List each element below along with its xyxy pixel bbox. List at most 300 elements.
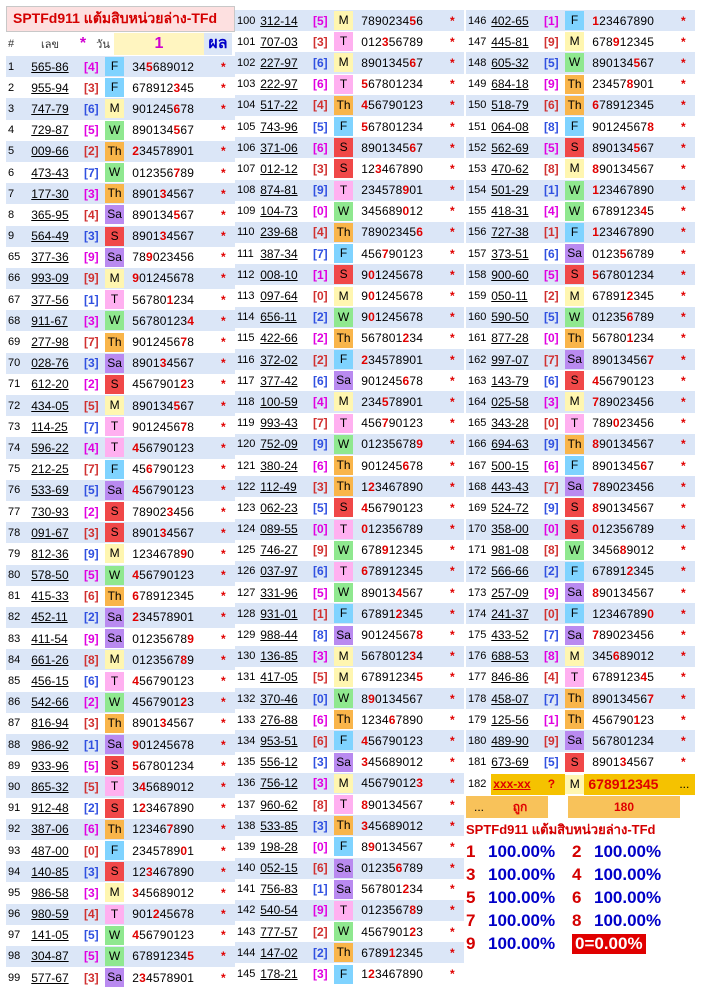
table-row (235, 582, 464, 603)
row-number[interactable]: 746-27 (260, 543, 298, 558)
row-number[interactable]: 411-54 (31, 631, 68, 646)
row-number[interactable]: 960-62 (260, 797, 298, 812)
row-number[interactable]: 673-69 (491, 755, 529, 770)
row-number[interactable]: 387-34 (260, 246, 298, 261)
row-day: S (565, 371, 584, 390)
row-number[interactable]: 212-25 (31, 462, 69, 477)
row-number[interactable]: 198-28 (260, 839, 298, 854)
row-result-star: * (681, 437, 686, 452)
hit-digit: 4 (132, 440, 140, 455)
row-number[interactable]: 912-48 (31, 801, 69, 816)
hit-digit: 7 (166, 822, 174, 837)
hit-digit: 8 (361, 797, 369, 812)
row-prediction: 567801234 (132, 292, 195, 307)
row-digit: [6] (83, 589, 99, 604)
row-day: M (565, 392, 584, 411)
row-number[interactable]: 062-23 (260, 500, 298, 515)
row-result-star: * (221, 313, 226, 328)
row-day: Sa (105, 354, 124, 373)
rows-col3 (466, 10, 695, 773)
row-number[interactable]: 373-51 (491, 246, 529, 261)
next-digit: ? (538, 774, 565, 795)
table-row (466, 285, 695, 306)
row-prediction: 901245678 (361, 267, 424, 282)
row-number[interactable]: 518-79 (491, 98, 529, 113)
row-number[interactable]: 756-83 (260, 882, 298, 897)
row-number[interactable]: 473-43 (31, 165, 69, 180)
row-prediction: 345689012 (361, 755, 424, 770)
row-day: W (105, 311, 124, 330)
row-number[interactable]: 988-44 (260, 628, 298, 643)
row-index: 101 (237, 35, 256, 48)
row-result-star: * (681, 55, 686, 70)
row-result-star: * (450, 310, 455, 325)
row-number[interactable]: 812-36 (31, 546, 69, 561)
row-number[interactable]: 612-20 (31, 377, 69, 392)
row-day: Th (105, 333, 124, 352)
hit-digit: 6 (409, 55, 417, 70)
row-number[interactable]: 993-09 (31, 271, 69, 286)
table-header (6, 32, 235, 56)
row-digit: [5] (83, 758, 99, 773)
row-digit: [5] (312, 585, 328, 600)
row-number[interactable]: 540-54 (260, 903, 298, 918)
row-number[interactable]: 331-96 (260, 585, 298, 600)
row-number[interactable]: 533-85 (260, 818, 298, 833)
row-digit: [0] (543, 416, 559, 431)
row-day: F (334, 965, 353, 984)
table-row (6, 289, 235, 310)
row-result-star: * (221, 631, 226, 646)
table-row (235, 455, 464, 476)
row-result-star: * (221, 949, 226, 964)
row-number[interactable]: 422-66 (260, 331, 298, 346)
row-number[interactable]: 458-07 (491, 691, 529, 706)
row-prediction: 456790123 (132, 928, 195, 943)
row-number[interactable]: 986-92 (31, 737, 69, 752)
hit-digit: 7 (180, 335, 188, 350)
row-index: 170 (468, 523, 487, 536)
row-prediction: 678912345 (361, 606, 424, 621)
row-index: 118 (237, 395, 255, 408)
hit-digit: 9 (368, 691, 376, 706)
row-prediction: 012356789 (132, 165, 195, 180)
row-index: 107 (237, 162, 256, 175)
row-result-star: * (221, 207, 226, 222)
row-number[interactable]: 578-50 (31, 568, 69, 583)
hit-digit: 3 (361, 755, 369, 770)
table-row (235, 752, 464, 773)
row-index: 115 (237, 332, 255, 345)
row-digit: [7] (543, 352, 559, 367)
table-row (235, 519, 464, 540)
row-number[interactable]: 596-22 (31, 440, 69, 455)
row-number[interactable]: 661-26 (31, 652, 69, 667)
row-number[interactable]: 533-69 (31, 483, 69, 498)
row-number[interactable]: 452-11 (31, 610, 68, 625)
row-number[interactable]: 434-05 (31, 398, 69, 413)
row-digit: [9] (83, 271, 99, 286)
row-prediction: 456790123 (361, 98, 424, 113)
hit-digit: 4 (132, 568, 140, 583)
table-row (235, 688, 464, 709)
row-number[interactable]: 312-14 (260, 13, 298, 28)
hit-digit: 8 (647, 119, 655, 134)
row-number[interactable]: 178-21 (260, 967, 298, 982)
row-number[interactable]: 380-24 (260, 458, 298, 473)
row-number[interactable]: 688-53 (491, 649, 529, 664)
row-number[interactable]: 562-69 (491, 140, 529, 155)
row-prediction: 678912345 (361, 945, 424, 960)
row-digit: [4] (83, 907, 99, 922)
row-number[interactable]: 590-50 (491, 310, 529, 325)
row-index: 9 (8, 230, 15, 243)
row-prediction: 456790123 (132, 674, 195, 689)
row-digit: [8] (312, 797, 328, 812)
row-digit: [5] (543, 310, 559, 325)
row-result-star: * (450, 98, 455, 113)
row-day: T (334, 75, 353, 94)
row-digit: [5] (312, 670, 328, 685)
row-prediction: 012356789 (361, 437, 424, 452)
row-number[interactable]: 377-36 (31, 250, 69, 265)
row-number[interactable]: 009-66 (31, 144, 69, 159)
percent-key: 4 (572, 865, 582, 885)
row-number[interactable]: 656-11 (260, 310, 297, 325)
row-number[interactable]: 730-93 (31, 504, 69, 519)
row-prediction: 789023456 (592, 479, 655, 494)
row-number[interactable]: 091-67 (31, 525, 69, 540)
row-digit: [0] (312, 204, 328, 219)
row-number[interactable]: 377-56 (31, 292, 69, 307)
row-day: T (334, 562, 353, 581)
row-number[interactable]: 097-64 (260, 289, 298, 304)
header-star: * (79, 35, 87, 52)
row-index: 1 (8, 60, 15, 73)
row-day: T (105, 290, 124, 309)
row-number[interactable]: 239-68 (260, 225, 298, 240)
row-prediction: 012356789 (592, 522, 655, 537)
row-number[interactable]: 089-55 (260, 522, 298, 537)
table-row (235, 497, 464, 518)
row-index: 159 (468, 290, 487, 303)
row-digit: [2] (83, 695, 99, 710)
row-digit: [3] (312, 34, 328, 49)
row-result-star: * (681, 161, 686, 176)
row-day: Th (334, 710, 353, 729)
row-number[interactable]: 028-76 (31, 356, 69, 371)
row-digit: [3] (312, 967, 328, 982)
row-number[interactable]: 415-33 (31, 589, 69, 604)
row-index: 3 (8, 102, 15, 115)
row-index: 157 (468, 247, 487, 260)
row-number[interactable]: 816-94 (31, 716, 69, 731)
hit-digit: 9 (381, 543, 389, 558)
row-number[interactable]: 227-97 (260, 55, 298, 70)
row-number[interactable]: 707-03 (260, 34, 298, 49)
row-number[interactable]: 577-67 (31, 970, 69, 985)
row-day: S (105, 756, 124, 775)
row-day: Sa (105, 481, 124, 500)
row-prediction: 456790123 (132, 377, 195, 392)
row-digit: [2] (83, 504, 99, 519)
row-number[interactable]: 012-12 (260, 161, 298, 176)
row-number[interactable]: 125-56 (491, 712, 529, 727)
row-number[interactable]: 052-15 (260, 861, 298, 876)
hit-digit: 4 (132, 674, 140, 689)
row-number[interactable]: 931-01 (260, 606, 298, 621)
hit-digit: 7 (180, 419, 188, 434)
row-number[interactable]: 277-98 (31, 335, 69, 350)
table-row (235, 624, 464, 645)
row-result-star: * (221, 229, 226, 244)
row-number[interactable]: 501-29 (491, 183, 529, 198)
row-number[interactable]: 874-81 (260, 183, 298, 198)
row-result-star: * (450, 691, 455, 706)
row-digit: [6] (543, 246, 559, 261)
row-number[interactable]: 986-58 (31, 885, 69, 900)
row-result-star: * (681, 246, 686, 261)
row-result-star: * (450, 140, 455, 155)
row-number[interactable]: 387-06 (31, 822, 69, 837)
row-digit: [4] (312, 98, 328, 113)
row-result-star: * (221, 271, 226, 286)
table-row (6, 565, 235, 586)
row-number[interactable]: 500-15 (491, 458, 529, 473)
row-day: F (334, 837, 353, 856)
row-day: M (565, 32, 584, 51)
row-digit: [2] (83, 377, 99, 392)
row-number[interactable]: 564-49 (31, 229, 69, 244)
row-number[interactable]: 358-00 (491, 522, 529, 537)
row-prediction: 012356789 (361, 34, 424, 49)
row-number[interactable]: 694-63 (491, 437, 529, 452)
hit-digit: 3 (159, 716, 167, 731)
row-number[interactable]: 877-28 (491, 331, 529, 346)
row-number[interactable]: 524-72 (491, 500, 529, 515)
row-result-star: * (450, 903, 455, 918)
row-number[interactable]: 605-32 (491, 55, 529, 70)
hit-digit: 0 (592, 522, 600, 537)
table-row (6, 946, 235, 967)
row-number[interactable]: 372-02 (260, 352, 298, 367)
row-result-star: * (681, 310, 686, 325)
row-number[interactable]: 257-09 (491, 585, 529, 600)
row-number[interactable]: 489-90 (491, 733, 529, 748)
table-row (235, 243, 464, 264)
zero-badge: 0=0.00% (572, 934, 646, 954)
table-row (235, 561, 464, 582)
row-result-star: * (450, 161, 455, 176)
row-number[interactable]: 556-12 (260, 755, 298, 770)
hit-digit: 3 (173, 80, 181, 95)
row-prediction: 012356789 (132, 652, 195, 667)
row-number[interactable]: 177-30 (31, 186, 69, 201)
hit-digit: 9 (146, 250, 153, 265)
row-result-star: * (681, 225, 686, 240)
row-digit: [3] (83, 313, 99, 328)
row-number[interactable]: 114-25 (31, 419, 68, 434)
hit-digit: 6 (409, 140, 417, 155)
row-number[interactable]: 365-95 (31, 207, 69, 222)
row-number[interactable]: 377-42 (260, 373, 298, 388)
row-day: S (105, 523, 124, 542)
row-number[interactable]: 953-51 (260, 733, 298, 748)
row-number[interactable]: 456-15 (31, 674, 69, 689)
row-digit: [2] (312, 945, 328, 960)
table-row (235, 540, 464, 561)
row-number[interactable]: 064-08 (491, 119, 529, 134)
row-digit: [8] (543, 119, 559, 134)
row-number[interactable]: 140-85 (31, 864, 69, 879)
table-row (6, 268, 235, 289)
row-result-star: * (450, 267, 455, 282)
row-number[interactable]: 433-52 (491, 628, 529, 643)
row-number[interactable]: 371-06 (260, 140, 298, 155)
row-number[interactable]: 517-22 (260, 98, 298, 113)
row-number[interactable]: 276-88 (260, 712, 298, 727)
row-number[interactable]: 136-85 (260, 649, 298, 664)
rows-col1 (6, 56, 235, 988)
row-digit: [0] (312, 289, 328, 304)
row-index: 144 (237, 946, 256, 959)
row-number[interactable]: 752-09 (260, 437, 298, 452)
hit-digit: 4 (361, 98, 369, 113)
row-number[interactable]: 777-57 (260, 924, 298, 939)
row-number[interactable]: 846-86 (491, 670, 529, 685)
row-prediction: 901245678 (132, 419, 195, 434)
row-number[interactable]: 143-79 (491, 373, 529, 388)
hit-digit: 7 (381, 246, 389, 261)
hit-digit: 6 (395, 861, 403, 876)
row-number[interactable]: 729-87 (31, 123, 69, 138)
table-row (6, 840, 235, 861)
row-number[interactable]: 911-67 (31, 313, 68, 328)
row-prediction: 890134567 (592, 140, 655, 155)
row-number[interactable]: 566-66 (491, 564, 529, 579)
table-row (235, 349, 464, 370)
row-number[interactable]: 487-00 (31, 843, 69, 858)
row-number[interactable]: 743-96 (260, 119, 298, 134)
row-number[interactable]: 445-81 (491, 34, 529, 49)
row-result-star: * (681, 543, 686, 558)
row-index: 149 (468, 78, 487, 91)
row-number[interactable]: 147-02 (260, 945, 298, 960)
row-day: F (334, 117, 353, 136)
row-result-star: * (221, 907, 226, 922)
row-index: 100 (237, 14, 256, 27)
row-number[interactable]: 981-08 (491, 543, 529, 558)
hit-digit: 2 (132, 610, 140, 625)
row-number[interactable]: 443-43 (491, 479, 529, 494)
row-index: 2 (8, 81, 15, 94)
row-day: S (334, 159, 353, 178)
row-number[interactable]: 343-28 (491, 416, 529, 431)
hit-digit: 3 (139, 970, 147, 985)
row-number[interactable]: 993-43 (260, 416, 298, 431)
row-number[interactable]: 008-10 (260, 267, 298, 282)
row-day: T (565, 414, 584, 433)
row-number[interactable]: 747-79 (31, 101, 69, 116)
row-number[interactable]: 933-96 (31, 758, 69, 773)
row-result-star: * (450, 712, 455, 727)
row-number[interactable]: 900-60 (491, 267, 529, 282)
row-prediction: 890134567 (132, 207, 195, 222)
hit-digit: 1 (592, 13, 600, 28)
row-day: M (105, 99, 124, 118)
row-day: F (565, 456, 584, 475)
next-day: M (565, 775, 584, 794)
row-number[interactable]: 025-58 (491, 394, 529, 409)
table-row (235, 434, 464, 455)
row-day: F (334, 604, 353, 623)
row-index: 165 (468, 417, 487, 430)
row-number[interactable]: 112-49 (260, 479, 297, 494)
hit-digit: 5 (381, 394, 389, 409)
row-digit: [5] (312, 119, 328, 134)
row-result-star: * (681, 522, 686, 537)
row-result-star: * (681, 98, 686, 113)
row-number[interactable]: 141-05 (31, 928, 69, 943)
table-row (6, 861, 235, 882)
table-row (235, 116, 464, 137)
row-digit: [3] (83, 525, 99, 540)
table-row (235, 31, 464, 52)
row-number[interactable]: 470-62 (491, 161, 529, 176)
row-number[interactable]: 418-31 (491, 204, 529, 219)
table-row (466, 370, 695, 391)
table-row (466, 10, 695, 31)
row-index: 69 (8, 336, 21, 349)
row-number[interactable]: 565-86 (31, 59, 69, 74)
row-day: Th (334, 477, 353, 496)
row-number[interactable]: 100-59 (260, 394, 298, 409)
row-number[interactable]: 417-05 (260, 670, 298, 685)
row-number[interactable]: 756-12 (260, 776, 298, 791)
hit-digit: 0 (180, 843, 188, 858)
row-result-star: * (450, 183, 455, 198)
hit-digit: 2 (180, 377, 188, 392)
row-digit: [9] (543, 437, 559, 452)
row-index: 120 (237, 438, 256, 451)
row-index: 113 (237, 290, 255, 303)
row-number[interactable]: 727-38 (491, 225, 529, 240)
row-day: M (105, 269, 124, 288)
row-number[interactable]: 402-65 (491, 13, 529, 28)
row-number[interactable]: 104-73 (260, 204, 298, 219)
row-prediction: 456790123 (361, 416, 424, 431)
row-number[interactable]: 304-87 (31, 949, 69, 964)
row-prediction: 678912345 (132, 589, 195, 604)
row-number[interactable]: 050-11 (491, 289, 528, 304)
row-prediction: 567801234 (132, 313, 195, 328)
row-prediction: 890134567 (361, 797, 424, 812)
row-number[interactable]: 370-46 (260, 691, 298, 706)
row-number[interactable]: 955-94 (31, 80, 69, 95)
row-number[interactable]: 997-07 (491, 352, 529, 367)
row-prediction: 234578901 (132, 610, 195, 625)
row-prediction: 789023456 (592, 416, 655, 431)
row-number[interactable]: 542-66 (31, 695, 69, 710)
row-result-star: * (681, 712, 686, 727)
row-number[interactable]: 865-32 (31, 779, 69, 794)
row-number[interactable]: 980-59 (31, 907, 69, 922)
row-number[interactable]: 241-37 (491, 606, 529, 621)
row-number[interactable]: 037-97 (260, 564, 298, 579)
row-number[interactable]: 684-18 (491, 77, 529, 92)
row-index: 153 (468, 162, 487, 175)
row-number[interactable]: 222-97 (260, 77, 298, 92)
